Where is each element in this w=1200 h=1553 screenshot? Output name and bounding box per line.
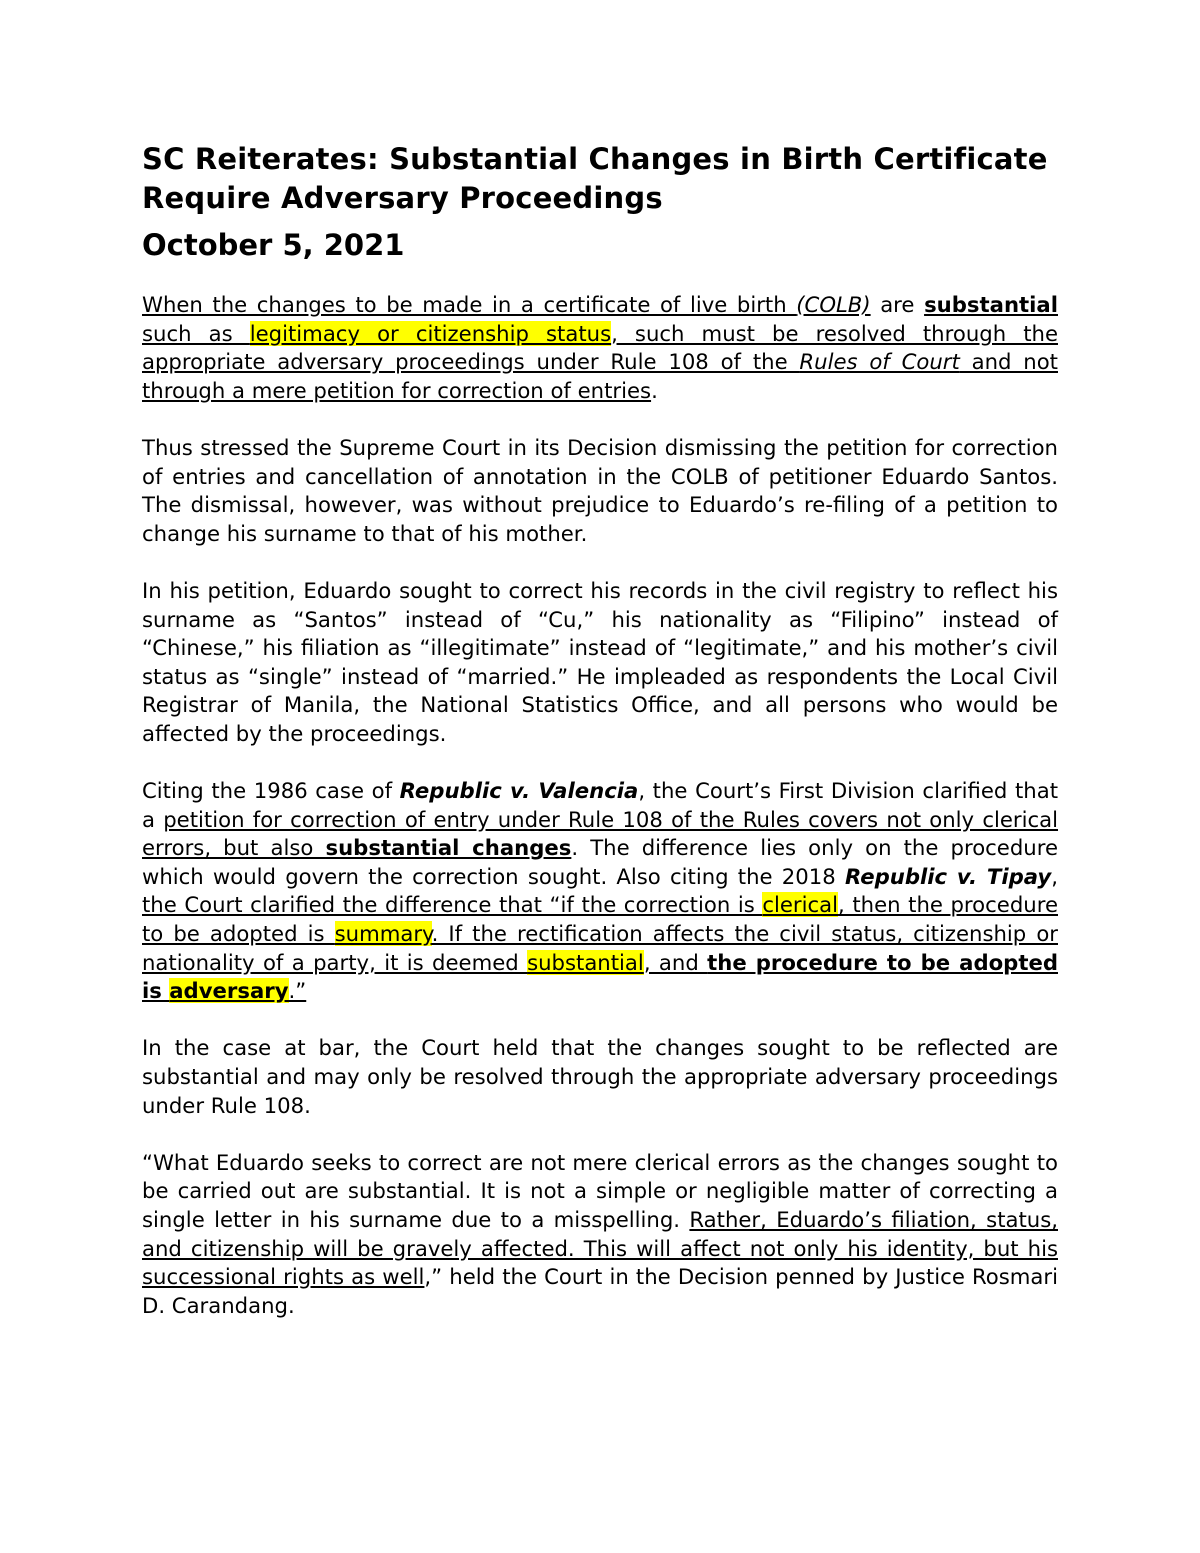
highlight-adversary: adversary — [169, 978, 289, 1004]
highlight-clerical: clerical — [762, 892, 839, 918]
page-title: SC Reiterates: Substantial Changes in Birth Certificate Require Adversary Proceedings — [142, 142, 1048, 215]
highlight-substantial: substantial — [527, 949, 644, 975]
paragraph-2: Thus stressed the Supreme Court in its Decision dismissing the petition for correction of entries and cancellation of annotation in the COLB of petitioner Eduardo Santos. The dismissal, however, was without prejudice to Eduardo’s re-filing of a petition to change his surname to that of his mother. — [142, 434, 1058, 546]
paragraph-5: In the case at bar, the Court held that the changes sought to be reflected are substantial and may only be resolved through the appropriate adversary proceedings under Rule 108. — [142, 1035, 1058, 1118]
paragraph-3: In his petition, Eduardo sought to correct his records in the civil registry to reflect his surname as “Santos” instead of “Cu,” his nationality as “Filipino” instead of “Chinese,” his filiation as “illegitimate” instead of “legitimate,” and his mother’s civil status as “single” instead of “married.” He impleaded as respondents the Local Civil Registrar of Manila, the National Statistics Office, and all persons who would be affected by the proceedings. — [142, 577, 1058, 746]
article-date: October 5, 2021 — [142, 228, 405, 262]
paragraph-1: When the changes to be made in a certificate of live birth (COLB) are substantial such as legitimacy or citizenship status, such must be resolved through the appropriate adversary proceedings under Rule 108 of the Rules of Court and not through a mere petition for correction of entries. — [142, 292, 1058, 403]
case-republic-v-valencia: Republic v. Valencia — [399, 778, 639, 804]
highlight-summary: summary — [334, 921, 432, 947]
highlight-legitimacy: legitimacy or citizenship status — [249, 320, 612, 346]
paragraph-4: Citing the 1986 case of Republic v. Valencia, the Court’s First Division clarified that a petition for correction of entry under Rule 108 of the Rules covers not only clerical errors, but also substantial changes. The difference lies only on the procedure which would govern the correction sought. Also citing the 2018 Republic v. Tipay, the Court clarified the difference that “if the correction is clerical, then the procedure to be adopted is summary. If the rectification affects the civil status, citizenship or nationality of a party, it is deemed substantial, and the procedure to be adopted is adversary.” — [142, 778, 1059, 1004]
case-republic-v-tipay: Republic v. Tipay — [844, 863, 1052, 889]
paragraph-6: “What Eduardo seeks to correct are not mere clerical errors as the changes sought to be carried out are substantial. It is not a simple or negligible matter of correcting a single letter in his surname due to a misspelling. Rather, Eduardo’s filiation, status, and citizenship will be gravely affected. This will affect not only his identity, but his successional rights as well,” held the Court in the Decision penned by Justice Rosmari D. Carandang. — [142, 1149, 1058, 1318]
